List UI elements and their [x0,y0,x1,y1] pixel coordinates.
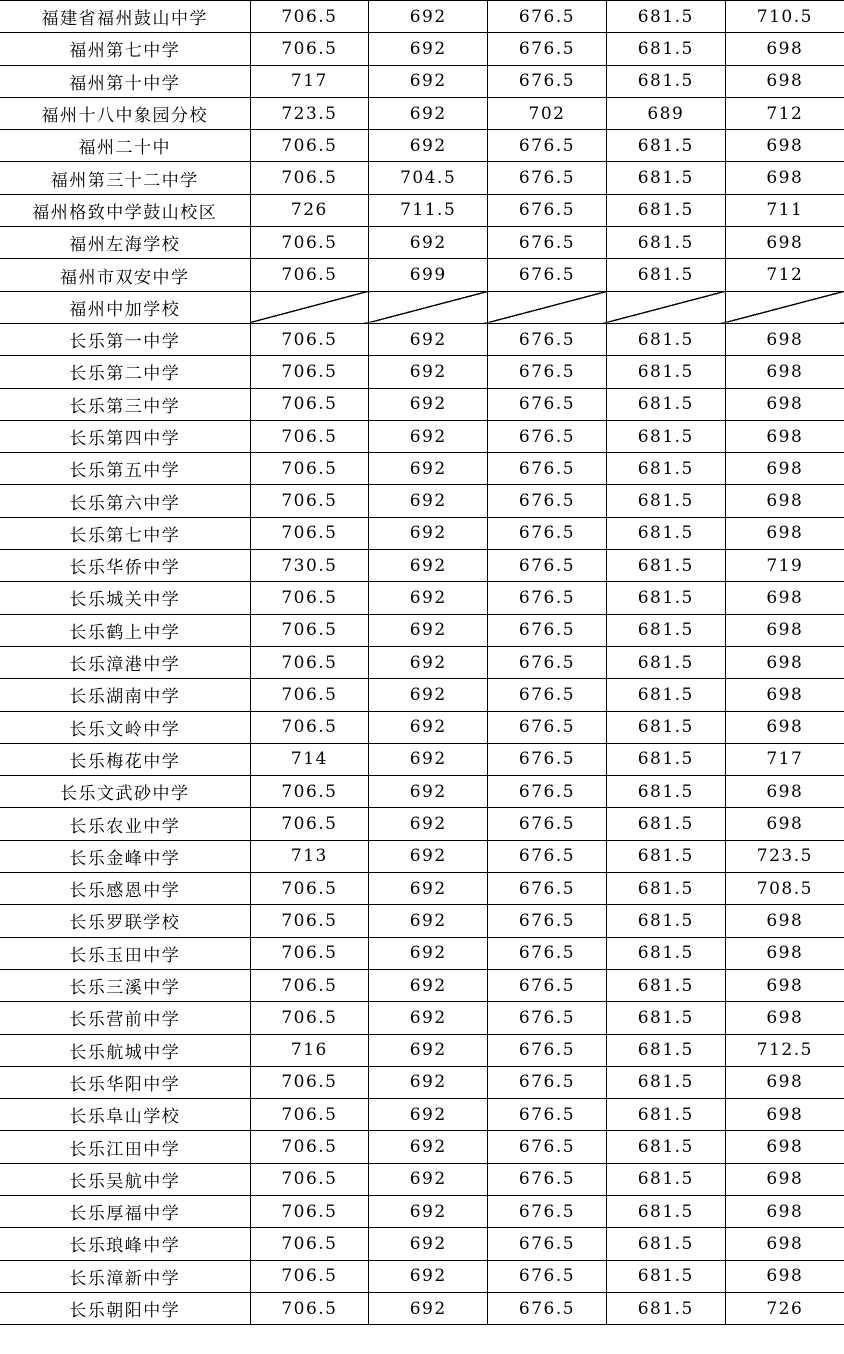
score-cell: 711 [725,194,844,226]
score-cell: 706.5 [250,356,369,388]
school-name-cell: 长乐江田中学 [0,1131,250,1163]
score-cell: 681.5 [606,905,725,937]
table-row [0,65,844,97]
score-cell: 676.5 [488,969,607,1001]
score-cell: 681.5 [606,517,725,549]
school-name-cell: 长乐感恩中学 [0,873,250,905]
score-cell: 676.5 [488,905,607,937]
school-name-cell: 长乐吴航中学 [0,1163,250,1195]
score-cell: 698 [725,420,844,452]
score-cell: 681.5 [606,550,725,582]
score-cell: 676.5 [488,388,607,420]
score-cell: 692 [369,1002,488,1034]
score-cell: 681.5 [606,1228,725,1260]
score-cell: 676.5 [488,582,607,614]
score-cell: 681.5 [606,453,725,485]
school-name-cell: 长乐文岭中学 [0,711,250,743]
school-name-cell: 长乐梅花中学 [0,743,250,775]
score-cell: 692 [369,840,488,872]
empty-score-cell [606,291,725,323]
table-row [0,1228,844,1260]
score-cell: 692 [369,1099,488,1131]
score-cell: 681.5 [606,614,725,646]
score-cell: 699 [369,259,488,291]
table-row [0,646,844,678]
table-row [0,679,844,711]
score-cell: 717 [250,65,369,97]
score-cell: 698 [725,937,844,969]
score-cell: 681.5 [606,1034,725,1066]
score-cell: 676.5 [488,259,607,291]
school-name-cell: 长乐鹤上中学 [0,614,250,646]
score-cell: 692 [369,582,488,614]
school-name-cell: 长乐金峰中学 [0,840,250,872]
school-name-cell: 长乐第四中学 [0,420,250,452]
score-cell: 706.5 [250,1099,369,1131]
score-cell: 698 [725,808,844,840]
score-cell: 692 [369,517,488,549]
score-cell: 676.5 [488,1195,607,1227]
score-cell: 681.5 [606,485,725,517]
score-cell: 681.5 [606,582,725,614]
score-cell: 712 [725,259,844,291]
score-cell: 706.5 [250,776,369,808]
score-cell: 706.5 [250,420,369,452]
score-cell: 698 [725,679,844,711]
table-row [0,873,844,905]
score-cell: 692 [369,356,488,388]
score-cell: 681.5 [606,420,725,452]
school-name-cell: 长乐第七中学 [0,517,250,549]
score-cell: 706.5 [250,646,369,678]
score-cell: 706.5 [250,453,369,485]
score-cell: 681.5 [606,679,725,711]
empty-score-cell [725,291,844,323]
school-name-cell: 长乐琅峰中学 [0,1228,250,1260]
score-cell: 676.5 [488,1292,607,1324]
score-cell: 698 [725,130,844,162]
school-name-cell: 福州中加学校 [0,291,250,323]
score-cell: 692 [369,1163,488,1195]
score-cell: 692 [369,388,488,420]
score-cell: 692 [369,969,488,1001]
score-cell: 676.5 [488,485,607,517]
school-name-cell: 长乐城关中学 [0,582,250,614]
school-name-cell: 长乐农业中学 [0,808,250,840]
score-cell: 681.5 [606,356,725,388]
score-cell: 692 [369,808,488,840]
score-cell: 676.5 [488,550,607,582]
score-cell: 681.5 [606,65,725,97]
score-cell: 698 [725,969,844,1001]
score-cell: 708.5 [725,873,844,905]
score-cell: 676.5 [488,227,607,259]
score-cell: 698 [725,1228,844,1260]
score-cell: 676.5 [488,194,607,226]
score-cell: 676.5 [488,937,607,969]
school-name-cell: 长乐阜山学校 [0,1099,250,1131]
score-cell: 681.5 [606,1260,725,1292]
score-cell: 676.5 [488,33,607,65]
score-cell: 726 [725,1292,844,1324]
score-cell: 706.5 [250,259,369,291]
score-cell: 706.5 [250,485,369,517]
table-row [0,1099,844,1131]
score-cell: 698 [725,776,844,808]
score-cell: 676.5 [488,743,607,775]
score-cell: 681.5 [606,969,725,1001]
score-cell: 702 [488,97,607,129]
score-cell: 698 [725,1195,844,1227]
table-row [0,420,844,452]
score-cell: 692 [369,33,488,65]
table-row [0,776,844,808]
score-cell: 681.5 [606,1066,725,1098]
score-cell: 676.5 [488,873,607,905]
score-cell: 692 [369,776,488,808]
table-row [0,1163,844,1195]
table-row [0,1131,844,1163]
score-cell: 689 [606,97,725,129]
table-row [0,1260,844,1292]
score-cell: 706.5 [250,1163,369,1195]
score-cell: 676.5 [488,679,607,711]
score-cell: 698 [725,33,844,65]
school-name-cell: 福州二十中 [0,130,250,162]
score-cell: 681.5 [606,130,725,162]
score-cell: 676.5 [488,1228,607,1260]
score-cell: 681.5 [606,873,725,905]
score-cell: 706.5 [250,808,369,840]
score-cell: 706.5 [250,162,369,194]
score-cell: 681.5 [606,1163,725,1195]
score-cell: 706.5 [250,1292,369,1324]
school-name-cell: 福州第七中学 [0,33,250,65]
score-cell: 681.5 [606,1099,725,1131]
score-cell: 676.5 [488,65,607,97]
score-cell: 676.5 [488,1002,607,1034]
table-row [0,33,844,65]
empty-score-cell [488,291,607,323]
score-cell: 706.5 [250,1002,369,1034]
score-cell: 692 [369,453,488,485]
table-row [0,905,844,937]
score-cell: 698 [725,227,844,259]
score-cell: 706.5 [250,1195,369,1227]
school-name-cell: 长乐湖南中学 [0,679,250,711]
score-cell: 676.5 [488,453,607,485]
score-cell: 692 [369,905,488,937]
score-cell: 692 [369,1131,488,1163]
score-cell: 681.5 [606,194,725,226]
table-row [0,162,844,194]
score-cell: 676.5 [488,1034,607,1066]
table-row [0,1034,844,1066]
score-cell: 713 [250,840,369,872]
score-cell: 676.5 [488,840,607,872]
score-cell: 692 [369,550,488,582]
score-cell: 692 [369,227,488,259]
score-cell: 681.5 [606,743,725,775]
score-cell: 698 [725,1099,844,1131]
score-cell: 676.5 [488,1099,607,1131]
score-cell: 681.5 [606,227,725,259]
score-cell: 692 [369,937,488,969]
table-row [0,388,844,420]
score-cell: 706.5 [250,1,369,33]
score-cell: 706.5 [250,1260,369,1292]
score-cell: 698 [725,323,844,355]
table-row [0,130,844,162]
school-name-cell: 长乐朝阳中学 [0,1292,250,1324]
score-cell: 698 [725,162,844,194]
score-cell: 714 [250,743,369,775]
score-cell: 681.5 [606,1,725,33]
school-name-cell: 福州十八中象园分校 [0,97,250,129]
score-cell: 681.5 [606,808,725,840]
score-cell: 698 [725,388,844,420]
score-cell: 692 [369,1034,488,1066]
score-cell: 681.5 [606,162,725,194]
school-name-cell: 长乐罗联学校 [0,905,250,937]
score-cell: 706.5 [250,1131,369,1163]
school-name-cell: 长乐第一中学 [0,323,250,355]
score-cell: 676.5 [488,776,607,808]
table-row [0,356,844,388]
score-cell: 698 [725,517,844,549]
score-cell: 681.5 [606,1002,725,1034]
score-cell: 692 [369,485,488,517]
score-cell: 723.5 [725,840,844,872]
score-cell: 681.5 [606,33,725,65]
table-row [0,227,844,259]
score-cell: 711.5 [369,194,488,226]
score-cell: 676.5 [488,420,607,452]
score-cell: 706.5 [250,582,369,614]
score-cell: 698 [725,1066,844,1098]
school-name-cell: 福州左海学校 [0,227,250,259]
score-cell: 681.5 [606,388,725,420]
table-row [0,1195,844,1227]
score-cell: 676.5 [488,614,607,646]
score-cell: 716 [250,1034,369,1066]
score-cell: 698 [725,711,844,743]
score-cell: 676.5 [488,1163,607,1195]
table-row [0,743,844,775]
score-cell: 692 [369,1195,488,1227]
school-name-cell: 长乐漳港中学 [0,646,250,678]
score-cell: 706.5 [250,711,369,743]
score-cell: 676.5 [488,1260,607,1292]
score-cell: 681.5 [606,646,725,678]
score-cell: 723.5 [250,97,369,129]
score-cell: 681.5 [606,323,725,355]
score-cell: 692 [369,646,488,678]
score-cell: 706.5 [250,227,369,259]
score-cell: 692 [369,130,488,162]
score-cell: 681.5 [606,711,725,743]
score-cell: 706.5 [250,614,369,646]
score-cell: 698 [725,485,844,517]
school-name-cell: 长乐三溪中学 [0,969,250,1001]
school-name-cell: 长乐航城中学 [0,1034,250,1066]
score-cell: 719 [725,550,844,582]
school-name-cell: 长乐第二中学 [0,356,250,388]
table-row [0,97,844,129]
table-row [0,808,844,840]
score-cell: 681.5 [606,1131,725,1163]
score-cell: 706.5 [250,130,369,162]
score-cell: 692 [369,323,488,355]
school-name-cell: 长乐厚福中学 [0,1195,250,1227]
score-cell: 681.5 [606,840,725,872]
school-name-cell: 长乐第五中学 [0,453,250,485]
school-name-cell: 长乐玉田中学 [0,937,250,969]
score-cell: 706.5 [250,873,369,905]
score-cell: 698 [725,905,844,937]
score-cell: 706.5 [250,905,369,937]
score-cell: 692 [369,743,488,775]
empty-score-cell [369,291,488,323]
score-cell: 706.5 [250,33,369,65]
score-cell: 698 [725,614,844,646]
table-row [0,1002,844,1034]
score-cell: 712 [725,97,844,129]
score-cell: 698 [725,65,844,97]
score-cell: 681.5 [606,776,725,808]
table-row [0,323,844,355]
score-cell: 706.5 [250,969,369,1001]
score-cell: 676.5 [488,646,607,678]
table-row [0,840,844,872]
school-name-cell: 福州市双安中学 [0,259,250,291]
table-row [0,1,844,33]
table-row [0,711,844,743]
table-body [0,1,844,1325]
score-cell: 710.5 [725,1,844,33]
score-cell: 676.5 [488,1131,607,1163]
score-cell: 726 [250,194,369,226]
school-name-cell: 长乐漳新中学 [0,1260,250,1292]
score-cell: 698 [725,453,844,485]
table-row [0,582,844,614]
score-cell: 712.5 [725,1034,844,1066]
score-cell: 681.5 [606,259,725,291]
score-cell: 676.5 [488,162,607,194]
score-cell: 698 [725,1002,844,1034]
table-row [0,969,844,1001]
score-cell: 676.5 [488,130,607,162]
table-row [0,550,844,582]
score-cell: 698 [725,646,844,678]
table-row [0,614,844,646]
score-cell: 692 [369,420,488,452]
score-cell: 706.5 [250,323,369,355]
score-cell: 692 [369,1260,488,1292]
school-name-cell: 长乐华侨中学 [0,550,250,582]
score-cell: 692 [369,1228,488,1260]
score-cell: 717 [725,743,844,775]
empty-score-cell [250,291,369,323]
score-cell: 692 [369,873,488,905]
school-name-cell: 长乐营前中学 [0,1002,250,1034]
score-cell: 692 [369,97,488,129]
score-cell: 676.5 [488,711,607,743]
score-cell: 692 [369,1,488,33]
score-cell: 676.5 [488,356,607,388]
school-name-cell: 长乐第六中学 [0,485,250,517]
score-cell: 698 [725,1131,844,1163]
school-name-cell: 长乐第三中学 [0,388,250,420]
table-row [0,517,844,549]
school-name-cell: 福建省福州鼓山中学 [0,1,250,33]
score-cell: 692 [369,679,488,711]
table-row [0,259,844,291]
score-cell: 692 [369,614,488,646]
score-cell: 676.5 [488,808,607,840]
score-cell: 692 [369,711,488,743]
score-cell: 692 [369,1292,488,1324]
score-cell: 730.5 [250,550,369,582]
score-cell: 698 [725,356,844,388]
school-name-cell: 福州格致中学鼓山校区 [0,194,250,226]
score-cell: 698 [725,582,844,614]
school-name-cell: 长乐华阳中学 [0,1066,250,1098]
school-name-cell: 福州第三十二中学 [0,162,250,194]
table-row [0,937,844,969]
table-row [0,485,844,517]
score-cell: 706.5 [250,937,369,969]
score-cell: 692 [369,1066,488,1098]
score-cell: 676.5 [488,323,607,355]
score-cell: 676.5 [488,1066,607,1098]
score-cell: 681.5 [606,937,725,969]
score-cell: 698 [725,1260,844,1292]
score-cell: 706.5 [250,1228,369,1260]
school-name-cell: 福州第十中学 [0,65,250,97]
score-cell: 692 [369,65,488,97]
table-row [0,291,844,323]
score-cell: 681.5 [606,1195,725,1227]
score-cell: 676.5 [488,517,607,549]
table-row [0,194,844,226]
table-row [0,1066,844,1098]
score-cell: 706.5 [250,679,369,711]
score-cell: 676.5 [488,1,607,33]
score-cell: 706.5 [250,1066,369,1098]
score-cell: 706.5 [250,517,369,549]
table-row [0,1292,844,1324]
score-cell: 681.5 [606,1292,725,1324]
score-cell: 698 [725,1163,844,1195]
score-cell: 704.5 [369,162,488,194]
school-name-cell: 长乐文武砂中学 [0,776,250,808]
score-cell: 706.5 [250,388,369,420]
table-row [0,453,844,485]
